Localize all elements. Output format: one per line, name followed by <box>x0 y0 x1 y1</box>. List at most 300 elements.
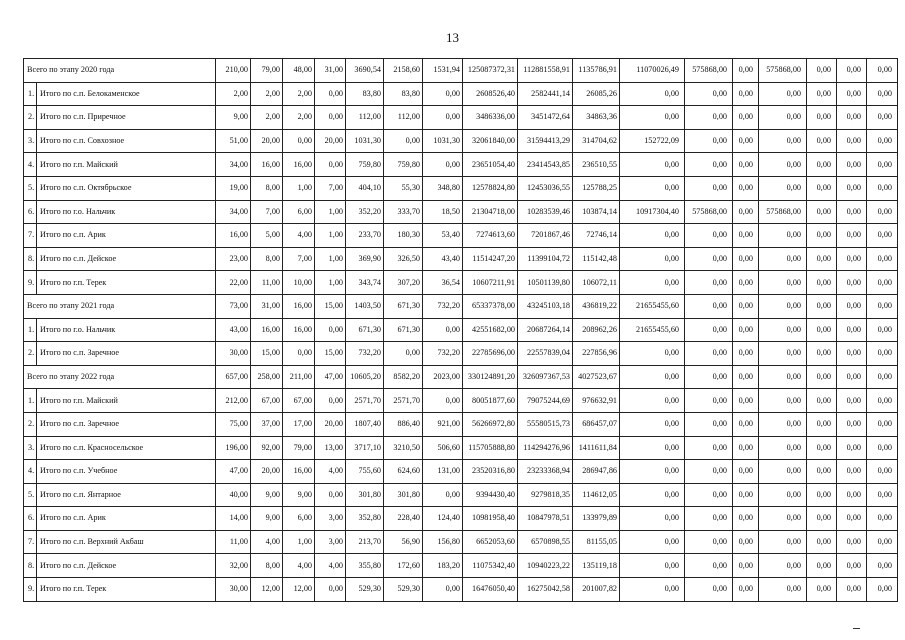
cell-value: 0,00 <box>867 129 898 153</box>
cell-value: 65337378,00 <box>463 294 518 318</box>
cell-value: 0,00 <box>423 153 463 177</box>
cell-value: 43245103,18 <box>518 294 573 318</box>
cell-value: 0,00 <box>867 153 898 177</box>
cell-value: 0,00 <box>837 460 867 484</box>
cell-value: 1,00 <box>283 530 315 554</box>
cell-value: 330124891,20 <box>463 365 518 389</box>
cell-value: 529,30 <box>346 578 384 602</box>
cell-value: 0,00 <box>867 507 898 531</box>
cell-value: 0,00 <box>315 389 346 413</box>
cell-value: 343,74 <box>346 271 384 295</box>
cell-value: 40,00 <box>216 483 251 507</box>
table-row <box>24 176 898 200</box>
cell-value: 4,00 <box>283 554 315 578</box>
cell-value: 0,00 <box>733 554 759 578</box>
cell-value: 73,00 <box>216 294 251 318</box>
table-row <box>24 578 898 602</box>
cell-value: 0,00 <box>759 460 807 484</box>
cell-value: 1,00 <box>283 176 315 200</box>
cell-value: 131,00 <box>423 460 463 484</box>
cell-value: 7,00 <box>283 247 315 271</box>
cell-value: 0,00 <box>733 106 759 130</box>
cell-value: 404,10 <box>346 176 384 200</box>
cell-value: 112,00 <box>384 106 423 130</box>
cell-value: 0,00 <box>807 436 837 460</box>
table-row <box>24 507 898 531</box>
cell-value: 0,00 <box>315 82 346 106</box>
cell-value: 6,00 <box>283 200 315 224</box>
cell-value: 11399104,72 <box>518 247 573 271</box>
cell-value: 0,00 <box>759 176 807 200</box>
cell-value: 0,00 <box>685 554 733 578</box>
cell-value: 22557839,04 <box>518 342 573 366</box>
cell-value: 9,00 <box>251 507 283 531</box>
row-name: Итого по с.п. Совхозное <box>37 129 216 153</box>
cell-value: 0,00 <box>867 82 898 106</box>
cell-value: 0,00 <box>423 82 463 106</box>
cell-value: 0,00 <box>423 318 463 342</box>
cell-value: 10501139,80 <box>518 271 573 295</box>
cell-value: 976632,91 <box>573 389 620 413</box>
cell-value: 0,00 <box>315 578 346 602</box>
row-name: Всего по этапу 2020 года <box>24 59 216 83</box>
cell-value: 0,00 <box>620 530 685 554</box>
cell-value: 2582441,14 <box>518 82 573 106</box>
cell-value: 0,00 <box>807 82 837 106</box>
cell-value: 16,00 <box>283 153 315 177</box>
cell-value: 4,00 <box>251 530 283 554</box>
cell-value: 0,00 <box>837 554 867 578</box>
cell-value: 0,00 <box>759 483 807 507</box>
cell-value: 4027523,67 <box>573 365 620 389</box>
cell-value: 0,00 <box>807 578 837 602</box>
cell-value: 1031,30 <box>423 129 463 153</box>
cell-value: 0,00 <box>620 554 685 578</box>
cell-value: 67,00 <box>283 389 315 413</box>
cell-value: 227856,96 <box>573 342 620 366</box>
cell-value: 31,00 <box>315 59 346 83</box>
cell-value: 0,00 <box>807 530 837 554</box>
cell-value: 0,00 <box>685 82 733 106</box>
cell-value: 759,80 <box>384 153 423 177</box>
cell-value: 22785696,00 <box>463 342 518 366</box>
cell-value: 11070026,49 <box>620 59 685 83</box>
cell-value: 0,00 <box>837 129 867 153</box>
cell-value: 53,40 <box>423 224 463 248</box>
cell-value: 0,00 <box>759 247 807 271</box>
cell-value: 326097367,53 <box>518 365 573 389</box>
cell-value: 156,80 <box>423 530 463 554</box>
cell-value: 575868,00 <box>685 200 733 224</box>
cell-value: 6,00 <box>283 507 315 531</box>
cell-value: 3,00 <box>315 507 346 531</box>
table-row <box>24 412 898 436</box>
total-row <box>24 294 898 318</box>
cell-value: 0,00 <box>733 530 759 554</box>
cell-value: 0,00 <box>733 129 759 153</box>
cell-value: 106072,11 <box>573 271 620 295</box>
cell-value: 0,00 <box>685 318 733 342</box>
cell-value: 2571,70 <box>346 389 384 413</box>
cell-value: 0,00 <box>620 176 685 200</box>
cell-value: 0,00 <box>807 389 837 413</box>
cell-value: 0,00 <box>685 342 733 366</box>
cell-value: 0,00 <box>685 129 733 153</box>
cell-value: 47,00 <box>315 365 346 389</box>
cell-value: 183,20 <box>423 554 463 578</box>
cell-value: 0,00 <box>867 436 898 460</box>
cell-value: 1531,94 <box>423 59 463 83</box>
cell-value: 1807,40 <box>346 412 384 436</box>
cell-value: 258,00 <box>251 365 283 389</box>
cell-value: 32061840,00 <box>463 129 518 153</box>
cell-value: 0,00 <box>733 389 759 413</box>
cell-value: 2,00 <box>283 82 315 106</box>
cell-value: 0,00 <box>837 200 867 224</box>
cell-value: 31,00 <box>251 294 283 318</box>
cell-value: 133979,89 <box>573 507 620 531</box>
cell-value: 0,00 <box>759 530 807 554</box>
page-number: 13 <box>446 30 459 45</box>
table-row <box>24 483 898 507</box>
row-name: Итого по с.п. Заречное <box>37 342 216 366</box>
cell-value: 0,00 <box>423 389 463 413</box>
cell-value: 48,00 <box>283 59 315 83</box>
cell-value: 13,00 <box>315 436 346 460</box>
cell-value: 14,00 <box>216 507 251 531</box>
cell-value: 0,00 <box>759 436 807 460</box>
cell-value: 0,00 <box>759 271 807 295</box>
cell-value: 0,00 <box>837 59 867 83</box>
cell-value: 16476050,40 <box>463 578 518 602</box>
table-row <box>24 200 898 224</box>
cell-value: 0,00 <box>685 247 733 271</box>
cell-value: 0,00 <box>807 460 837 484</box>
cell-value: 11514247,20 <box>463 247 518 271</box>
cell-value: 11075342,40 <box>463 554 518 578</box>
row-name: Итого по г.п. Майский <box>37 153 216 177</box>
cell-value: 671,30 <box>346 318 384 342</box>
cell-value: 0,00 <box>837 224 867 248</box>
cell-value: 0,00 <box>867 342 898 366</box>
cell-value: 7,00 <box>251 200 283 224</box>
cell-value: 0,00 <box>620 271 685 295</box>
cell-value: 0,00 <box>867 483 898 507</box>
cell-value: 0,00 <box>759 318 807 342</box>
cell-value: 657,00 <box>216 365 251 389</box>
cell-value: 0,00 <box>733 318 759 342</box>
row-number: 1. <box>24 318 37 342</box>
cell-value: 67,00 <box>251 389 283 413</box>
cell-value: 10981958,40 <box>463 507 518 531</box>
cell-value: 0,00 <box>685 412 733 436</box>
cell-value: 0,00 <box>867 365 898 389</box>
cell-value: 0,00 <box>759 389 807 413</box>
cell-value: 0,00 <box>867 200 898 224</box>
cell-value: 0,00 <box>733 460 759 484</box>
cell-value: 0,00 <box>867 578 898 602</box>
cell-value: 56266972,80 <box>463 412 518 436</box>
cell-value: 529,30 <box>384 578 423 602</box>
cell-value: 0,00 <box>807 507 837 531</box>
cell-value: 0,00 <box>733 176 759 200</box>
row-number: 7. <box>24 530 37 554</box>
cell-value: 8,00 <box>251 176 283 200</box>
row-number: 4. <box>24 153 37 177</box>
cell-value: 23233368,94 <box>518 460 573 484</box>
cell-value: 16,00 <box>283 318 315 342</box>
cell-value: 0,00 <box>685 176 733 200</box>
cell-value: 369,90 <box>346 247 384 271</box>
row-number: 6. <box>24 507 37 531</box>
cell-value: 0,00 <box>733 59 759 83</box>
cell-value: 43,40 <box>423 247 463 271</box>
cell-value: 9,00 <box>283 483 315 507</box>
row-number: 6. <box>24 200 37 224</box>
cell-value: 115705888,80 <box>463 436 518 460</box>
row-number: 1. <box>24 82 37 106</box>
cell-value: 0,00 <box>685 436 733 460</box>
cell-value: 23520316,80 <box>463 460 518 484</box>
cell-value: 9279818,35 <box>518 483 573 507</box>
cell-value: 2158,60 <box>384 59 423 83</box>
cell-value: 8,00 <box>251 554 283 578</box>
cell-value: 0,00 <box>315 106 346 130</box>
table-row <box>24 224 898 248</box>
corner-mark <box>853 628 860 629</box>
cell-value: 20,00 <box>251 129 283 153</box>
cell-value: 0,00 <box>837 176 867 200</box>
cell-value: 9,00 <box>216 106 251 130</box>
cell-value: 0,00 <box>837 365 867 389</box>
cell-value: 11,00 <box>251 271 283 295</box>
cell-value: 732,20 <box>423 342 463 366</box>
cell-value: 83,80 <box>346 82 384 106</box>
cell-value: 12578824,80 <box>463 176 518 200</box>
cell-value: 0,00 <box>807 59 837 83</box>
cell-value: 0,00 <box>685 578 733 602</box>
cell-value: 0,00 <box>733 200 759 224</box>
cell-value: 0,00 <box>807 247 837 271</box>
cell-value: 0,00 <box>759 153 807 177</box>
cell-value: 286947,86 <box>573 460 620 484</box>
cell-value: 0,00 <box>837 271 867 295</box>
cell-value: 0,00 <box>283 342 315 366</box>
table-row <box>24 342 898 366</box>
cell-value: 0,00 <box>867 294 898 318</box>
cell-value: 16,00 <box>283 460 315 484</box>
cell-value: 314704,62 <box>573 129 620 153</box>
cell-value: 6652053,60 <box>463 530 518 554</box>
cell-value: 0,00 <box>807 483 837 507</box>
cell-value: 755,60 <box>346 460 384 484</box>
cell-value: 1411611,84 <box>573 436 620 460</box>
cell-value: 307,20 <box>384 271 423 295</box>
cell-value: 0,00 <box>759 554 807 578</box>
cell-value: 0,00 <box>733 412 759 436</box>
cell-value: 0,00 <box>759 82 807 106</box>
cell-value: 2023,00 <box>423 365 463 389</box>
cell-value: 3451472,64 <box>518 106 573 130</box>
cell-value: 0,00 <box>807 412 837 436</box>
cell-value: 31594413,29 <box>518 129 573 153</box>
cell-value: 0,00 <box>685 460 733 484</box>
cell-value: 333,70 <box>384 200 423 224</box>
cell-value: 17,00 <box>283 412 315 436</box>
row-name: Итого по с.п. Приречное <box>37 106 216 130</box>
cell-value: 686457,07 <box>573 412 620 436</box>
cell-value: 0,00 <box>867 59 898 83</box>
row-name: Итого по г.о. Нальчик <box>37 200 216 224</box>
cell-value: 0,00 <box>759 578 807 602</box>
cell-value: 10940223,22 <box>518 554 573 578</box>
cell-value: 0,00 <box>837 389 867 413</box>
cell-value: 0,00 <box>759 365 807 389</box>
total-row <box>24 59 898 83</box>
cell-value: 233,70 <box>346 224 384 248</box>
row-name: Итого по с.п. Учебное <box>37 460 216 484</box>
cell-value: 0,00 <box>384 342 423 366</box>
cell-value: 213,70 <box>346 530 384 554</box>
cell-value: 26085,26 <box>573 82 620 106</box>
cell-value: 201007,82 <box>573 578 620 602</box>
cell-value: 42551682,00 <box>463 318 518 342</box>
cell-value: 0,00 <box>759 294 807 318</box>
cell-value: 0,00 <box>759 507 807 531</box>
cell-value: 348,80 <box>423 176 463 200</box>
cell-value: 1135786,91 <box>573 59 620 83</box>
cell-value: 0,00 <box>423 483 463 507</box>
cell-value: 3,00 <box>315 530 346 554</box>
cell-value: 0,00 <box>837 483 867 507</box>
cell-value: 301,80 <box>384 483 423 507</box>
row-name: Итого по с.п. Заречное <box>37 412 216 436</box>
row-name: Итого по с.п. Арик <box>37 507 216 531</box>
cell-value: 208962,26 <box>573 318 620 342</box>
cell-value: 0,00 <box>759 106 807 130</box>
cell-value: 0,00 <box>807 200 837 224</box>
table-row <box>24 389 898 413</box>
cell-value: 10,00 <box>283 271 315 295</box>
cell-value: 12453036,55 <box>518 176 573 200</box>
cell-value: 7,00 <box>315 176 346 200</box>
cell-value: 0,00 <box>685 483 733 507</box>
cell-value: 0,00 <box>733 153 759 177</box>
cell-value: 0,00 <box>733 578 759 602</box>
cell-value: 10605,20 <box>346 365 384 389</box>
cell-value: 0,00 <box>685 106 733 130</box>
cell-value: 0,00 <box>620 153 685 177</box>
row-name: Всего по этапу 2022 года <box>24 365 216 389</box>
row-number: 5. <box>24 176 37 200</box>
table-row <box>24 554 898 578</box>
cell-value: 624,60 <box>384 460 423 484</box>
cell-value: 0,00 <box>867 247 898 271</box>
cell-value: 732,20 <box>346 342 384 366</box>
table-row <box>24 129 898 153</box>
cell-value: 0,00 <box>867 389 898 413</box>
cell-value: 0,00 <box>733 483 759 507</box>
cell-value: 671,30 <box>384 318 423 342</box>
cell-value: 115142,48 <box>573 247 620 271</box>
cell-value: 20687264,14 <box>518 318 573 342</box>
total-row <box>24 365 898 389</box>
cell-value: 80051877,60 <box>463 389 518 413</box>
row-number: 1. <box>24 389 37 413</box>
cell-value: 210,00 <box>216 59 251 83</box>
cell-value: 81155,05 <box>573 530 620 554</box>
cell-value: 212,00 <box>216 389 251 413</box>
cell-value: 671,30 <box>384 294 423 318</box>
cell-value: 51,00 <box>216 129 251 153</box>
cell-value: 1,00 <box>315 271 346 295</box>
cell-value: 10847978,51 <box>518 507 573 531</box>
cell-value: 506,60 <box>423 436 463 460</box>
cell-value: 0,00 <box>423 106 463 130</box>
cell-value: 23651054,40 <box>463 153 518 177</box>
cell-value: 124,40 <box>423 507 463 531</box>
cell-value: 15,00 <box>315 342 346 366</box>
cell-value: 22,00 <box>216 271 251 295</box>
cell-value: 0,00 <box>867 318 898 342</box>
cell-value: 0,00 <box>685 365 733 389</box>
cell-value: 0,00 <box>685 507 733 531</box>
cell-value: 37,00 <box>251 412 283 436</box>
cell-value: 0,00 <box>733 271 759 295</box>
row-name: Итого по с.п. Красносельское <box>37 436 216 460</box>
row-name: Итого по с.п. Дейское <box>37 554 216 578</box>
cell-value: 0,00 <box>807 153 837 177</box>
cell-value: 2,00 <box>216 82 251 106</box>
cell-value: 9394430,40 <box>463 483 518 507</box>
row-number: 8. <box>24 554 37 578</box>
cell-value: 0,00 <box>807 176 837 200</box>
cell-value: 236510,55 <box>573 153 620 177</box>
row-number: 2. <box>24 106 37 130</box>
cell-value: 8582,20 <box>384 365 423 389</box>
cell-value: 0,00 <box>807 365 837 389</box>
cell-value: 112881558,91 <box>518 59 573 83</box>
cell-value: 0,00 <box>685 530 733 554</box>
cell-value: 0,00 <box>837 412 867 436</box>
row-name: Итого по г.п. Терек <box>37 578 216 602</box>
cell-value: 112,00 <box>346 106 384 130</box>
cell-value: 1,00 <box>315 200 346 224</box>
cell-value: 2,00 <box>251 106 283 130</box>
row-name: Итого по с.п. Белокаменское <box>37 82 216 106</box>
cell-value: 0,00 <box>807 342 837 366</box>
cell-value: 0,00 <box>837 318 867 342</box>
cell-value: 0,00 <box>867 176 898 200</box>
cell-value: 32,00 <box>216 554 251 578</box>
cell-value: 72746,14 <box>573 224 620 248</box>
cell-value: 0,00 <box>837 342 867 366</box>
cell-value: 21655455,60 <box>620 318 685 342</box>
cell-value: 47,00 <box>216 460 251 484</box>
row-name: Итого по с.п. Янтарное <box>37 483 216 507</box>
row-number: 2. <box>24 412 37 436</box>
cell-value: 0,00 <box>837 153 867 177</box>
row-number: 8. <box>24 247 37 271</box>
cell-value: 21304718,00 <box>463 200 518 224</box>
cell-value: 0,00 <box>685 294 733 318</box>
cell-value: 0,00 <box>685 389 733 413</box>
cell-value: 55580515,73 <box>518 412 573 436</box>
cell-value: 0,00 <box>685 271 733 295</box>
row-name: Итого по г.п. Майский <box>37 389 216 413</box>
cell-value: 211,00 <box>283 365 315 389</box>
cell-value: 92,00 <box>251 436 283 460</box>
